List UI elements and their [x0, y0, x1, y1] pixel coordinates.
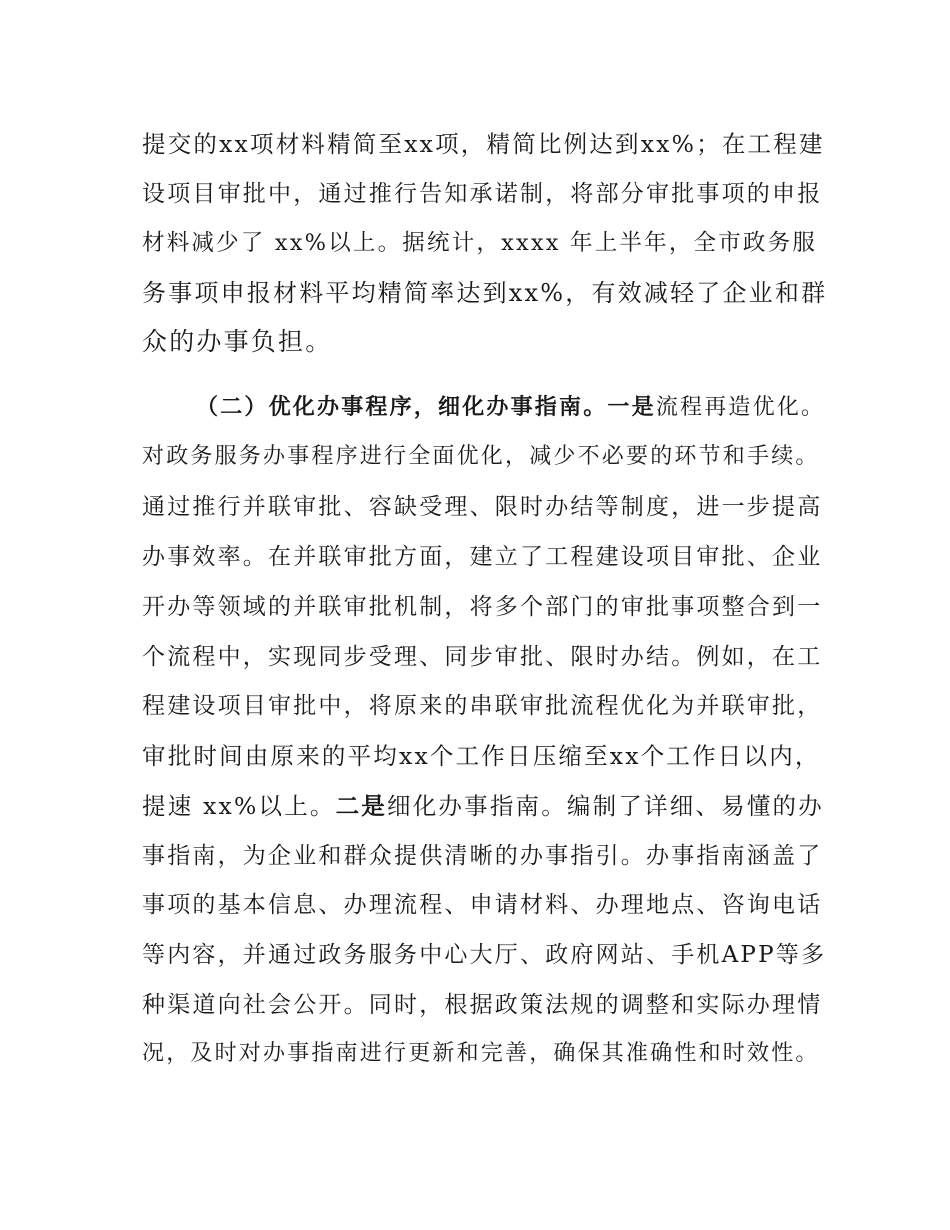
point-2-text: 细化办事指南。编制了详细、易懂的办: [387, 792, 824, 820]
paragraph-1-line-5: 众的办事负担。: [142, 327, 333, 356]
paragraph-2-line-2: 对政务服务办事程序进行全面优化，减少不必要的环节和手续。: [142, 444, 820, 469]
paragraph-1-line-2: 设项目审批中，通过推行告知承诺制，将部分审批事项的申报: [142, 181, 823, 207]
paragraph-2-line-7: 程建设项目审批中，将原来的串联审批流程优化为并联审批，: [142, 693, 823, 719]
point-1-label: 一是: [607, 395, 656, 420]
paragraph-2-line-6: 个流程中，实现同步受理、同步审批、限时办结。例如，在工: [142, 644, 823, 670]
paragraph-2-line-14: 况，及时对办事指南进行更新和完善，确保其准确性和时效性。: [142, 1041, 820, 1066]
paragraph-2-line-1: [196, 388, 825, 428]
paragraph-1-line-1: 提交的xx项材料精简至xx项，精简比例达到xx%；在工程建: [142, 130, 825, 158]
paragraph-1-line-4: 务事项申报材料平均精简率达到xx%，有效减轻了企业和群: [142, 279, 828, 307]
paragraph-2-line-4: 办事效率。在并联审批方面，建立了工程建设项目审批、企业: [142, 544, 823, 570]
section-heading: （二）优化办事程序，细化办事指南。: [196, 395, 608, 420]
paragraph-2-line-11: 事项的基本信息、办理流程、申请材料、办理地点、咨询电话: [142, 892, 823, 918]
paragraph-2-line-5: 开办等领域的并联审批机制，将多个部门的审批事项整合到一: [142, 594, 823, 620]
paragraph-2-line-3: 通过推行并联审批、容缺受理、限时办结等制度，进一步提高: [142, 494, 823, 520]
point-1-text: 流程再造优化。: [655, 395, 826, 420]
speedup-text: 提速 xx%以上。: [142, 792, 336, 820]
paragraph-2-line-10: 事指南，为企业和群众提供清晰的办事指引。办事指南涵盖了: [142, 843, 823, 869]
paragraph-2-line-12: 等内容，并通过政务服务中心大厅、政府网站、手机APP等多: [142, 942, 827, 968]
point-2-label: 二是: [335, 792, 388, 820]
paragraph-2-line-8: 审批时间由原来的平均xx个工作日压缩至xx个工作日以内，: [142, 742, 821, 770]
paragraph-2-line-13: 种渠道向社会公开。同时，根据政策法规的调整和实际办理情: [142, 992, 823, 1018]
paragraph-1-line-3: 材料减少了 xx%以上。据统计，xxxx 年上半年，全市政务服: [142, 230, 818, 256]
paragraph-2-line-9: [142, 786, 824, 826]
